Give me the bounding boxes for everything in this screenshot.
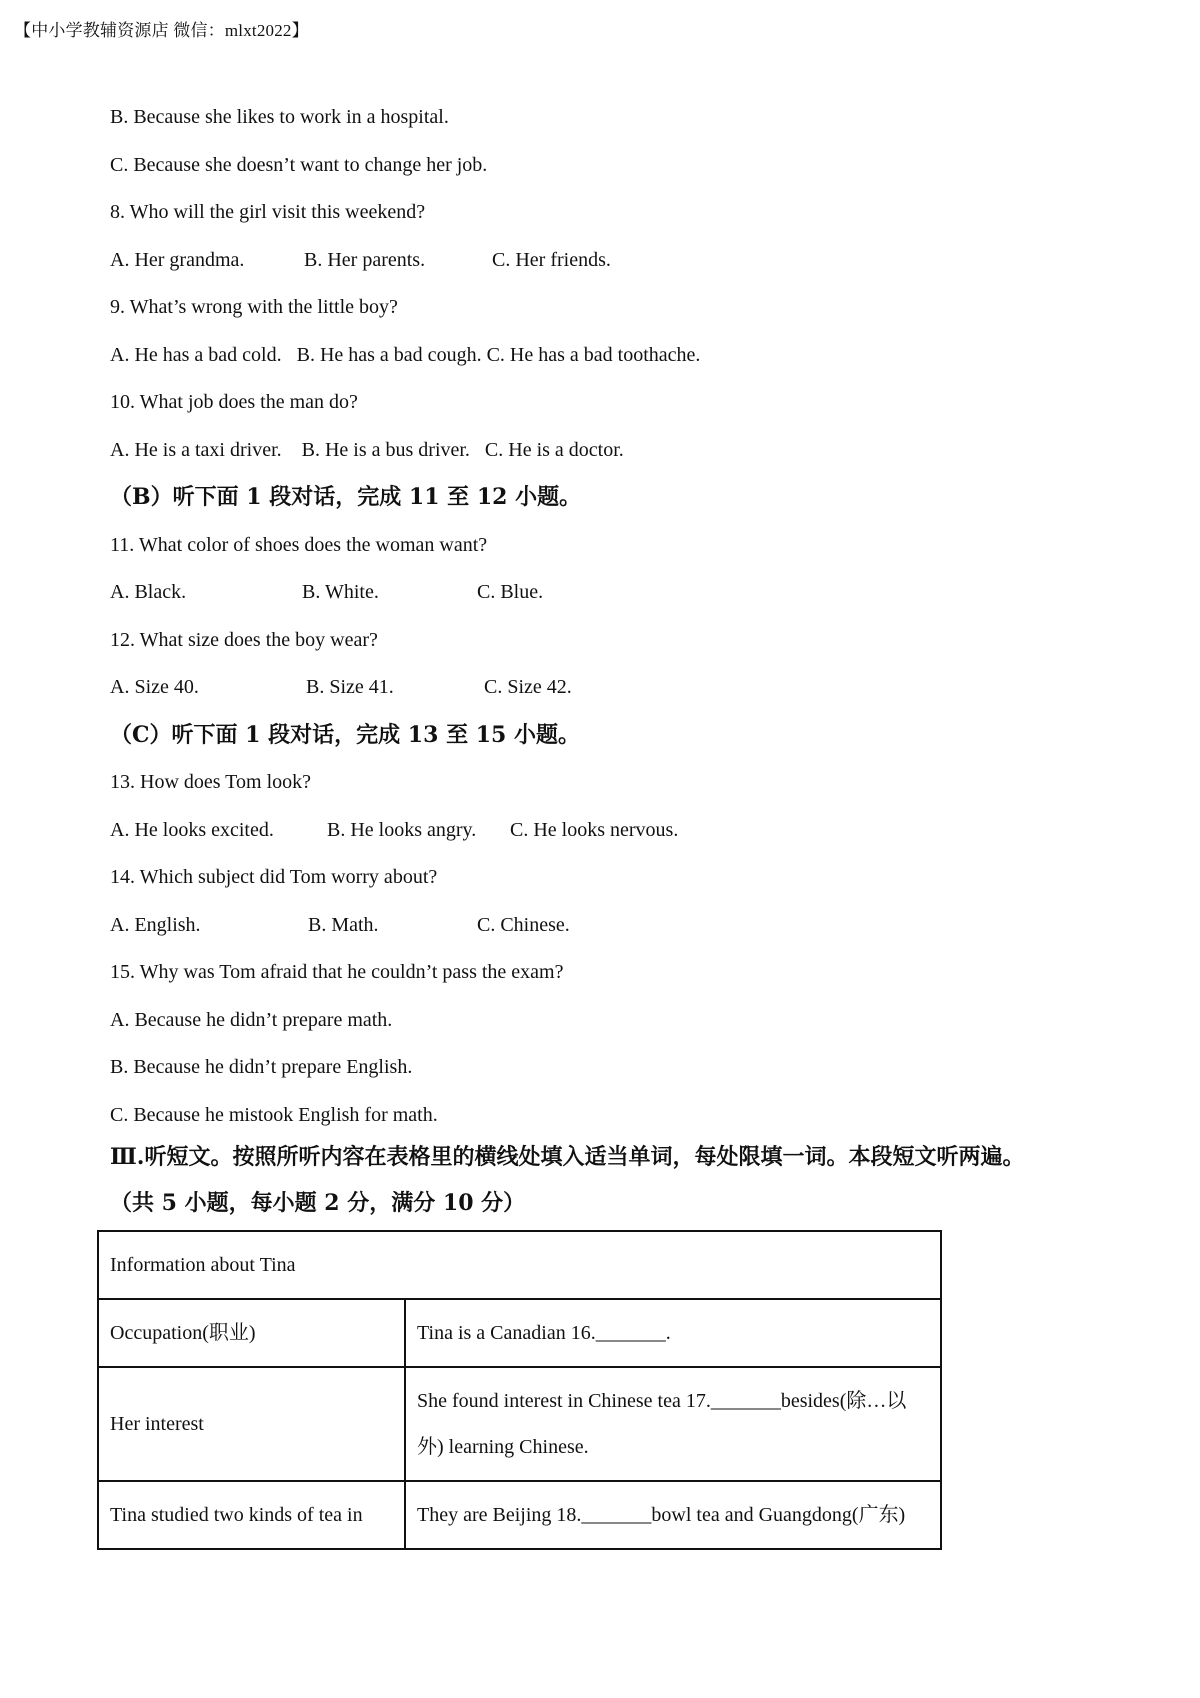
table-row	[98, 1299, 941, 1367]
option-11a: A. Black.	[110, 581, 187, 603]
options-8	[110, 243, 1110, 291]
option-13b: B. He looks angry.	[327, 818, 477, 841]
question-8: 8. Who will the girl visit this weekend?	[110, 201, 426, 223]
part-3-instructions	[110, 1140, 1190, 1232]
info-table	[97, 1230, 942, 1550]
option-14a: A. English.	[110, 913, 201, 936]
option-8a: A. Her grandma.	[110, 248, 245, 271]
option-15c: C. Because he mistook English for math.	[110, 1103, 438, 1126]
option-14c: C. Chinese.	[477, 913, 570, 936]
option-7b: B. Because she likes to work in a hospital.	[110, 106, 449, 128]
question-list	[110, 100, 1110, 1145]
row-label-tea: Tina studied two kinds of tea in	[98, 1481, 405, 1549]
option-11b: B. White.	[302, 581, 379, 603]
question-9: 9. What’s wrong with the little boy?	[110, 296, 398, 318]
part-3-heading: Ⅲ.听短文。按照所听内容在表格里的横线处填入适当单词，每处限填一词。本段短文听两遍。	[110, 1144, 1025, 1170]
option-8c: C. Her friends.	[492, 248, 611, 271]
watermark: 【中小学教辅资源店 微信：mlxt2022】	[14, 21, 309, 40]
question-14: 14. Which subject did Tom worry about?	[110, 866, 438, 888]
row-value-interest: She found interest in Chinese tea 17._______besides(除…以外) learning Chinese.	[405, 1367, 941, 1481]
option-11c: C. Blue.	[477, 581, 544, 603]
row-value-occupation: Tina is a Canadian 16._______.	[405, 1299, 941, 1367]
row-label-interest: Her interest	[98, 1367, 405, 1481]
option-8b: B. Her parents.	[304, 248, 426, 271]
options-14	[110, 908, 1110, 956]
table-row	[98, 1481, 941, 1549]
section-c-heading: （C）听下面 1 段对话，完成 13 至 15 小题。	[110, 721, 581, 748]
option-7c: C. Because she doesn’t want to change her job.	[110, 153, 488, 176]
question-12: 12. What size does the boy wear?	[110, 628, 378, 651]
table-title-row	[98, 1231, 941, 1299]
section-b-heading: （B）听下面 1 段对话，完成 11 至 12 小题。	[110, 484, 582, 510]
table-title: Information about Tina	[98, 1231, 941, 1299]
option-12b: B. Size 41.	[306, 676, 394, 698]
part-3-subheading: （共 5 小题，每小题 2 分，满分 10 分）	[110, 1190, 526, 1216]
option-15b: B. Because he didn’t prepare English.	[110, 1056, 413, 1078]
options-13	[110, 813, 1110, 861]
option-13c: C. He looks nervous.	[510, 818, 679, 841]
option-15a: A. Because he didn’t prepare math.	[110, 1008, 393, 1031]
question-13: 13. How does Tom look?	[110, 771, 311, 793]
options-12	[110, 670, 1110, 718]
row-label-occupation: Occupation(职业)	[98, 1299, 405, 1367]
table-row	[98, 1367, 941, 1481]
option-14b: B. Math.	[308, 913, 379, 936]
question-15: 15. Why was Tom afraid that he couldn’t pass the exam?	[110, 961, 564, 983]
question-10: 10. What job does the man do?	[110, 391, 358, 413]
option-13a: A. He looks excited.	[110, 818, 274, 841]
row-value-tea: They are Beijing 18._______bowl tea and Guangdong(广东)	[405, 1481, 941, 1549]
options-9: A. He has a bad cold. B. He has a bad cough. C. He has a bad toothache.	[110, 343, 701, 366]
options-10: A. He is a taxi driver. B. He is a bus driver. C. He is a doctor.	[110, 438, 624, 461]
options-11	[110, 575, 1110, 623]
option-12a: A. Size 40.	[110, 676, 199, 698]
option-12c: C. Size 42.	[484, 676, 572, 698]
question-11: 11. What color of shoes does the woman want?	[110, 533, 488, 556]
